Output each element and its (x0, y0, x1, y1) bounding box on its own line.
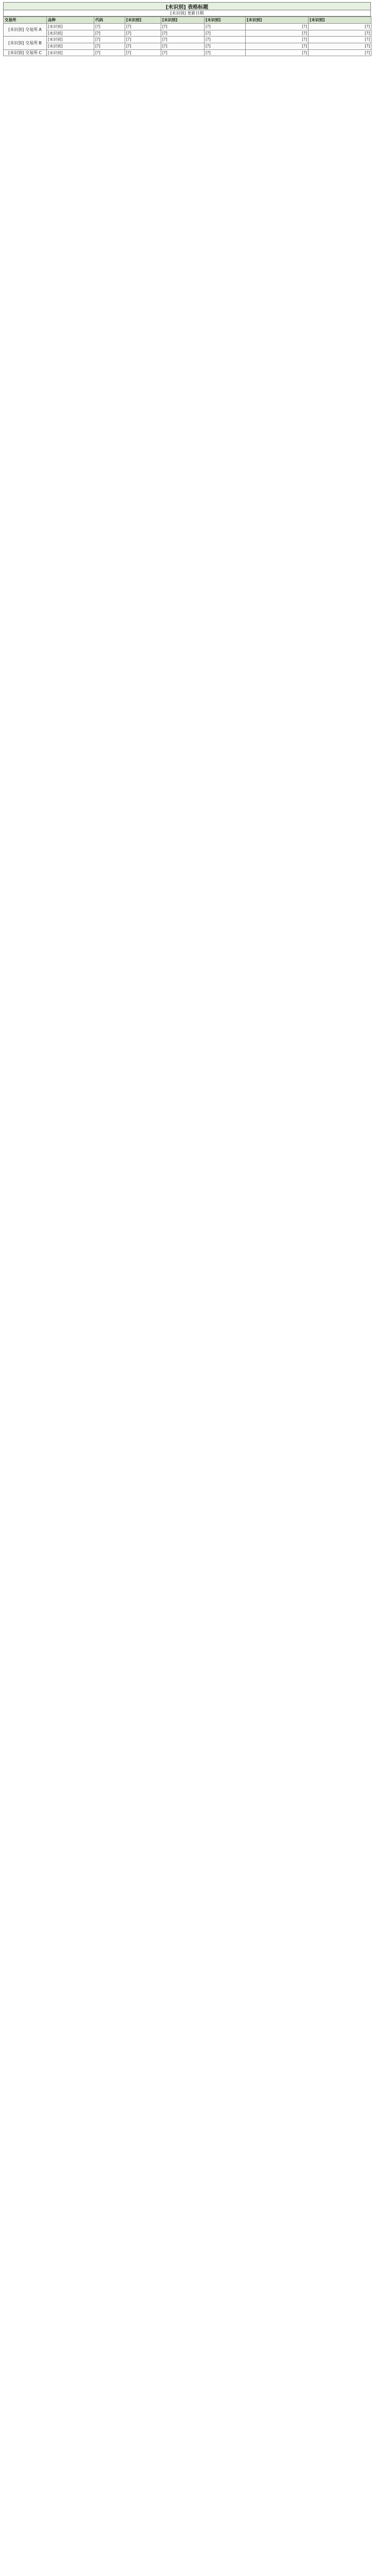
table-cell: [未识别] (47, 24, 94, 30)
table-cell: [?] (94, 37, 125, 43)
table-row (4, 24, 371, 30)
table-cell: [?] (205, 24, 246, 30)
table-cell: [?] (205, 37, 246, 43)
table-row (4, 37, 371, 43)
table-header-row (4, 17, 371, 24)
table-cell: [?] (125, 43, 161, 50)
table-row (4, 43, 371, 50)
table-cell: [?] (309, 43, 371, 50)
header-cell: [未识别] (161, 17, 205, 24)
header-cell: [未识别] (205, 17, 246, 24)
table-cell: [未识别] (47, 37, 94, 43)
margin-table (3, 16, 371, 56)
table-row (4, 49, 371, 56)
table-cell: [?] (205, 30, 246, 37)
table-cell: [?] (125, 24, 161, 30)
table-cell: [?] (161, 43, 205, 50)
table-cell: [?] (309, 24, 371, 30)
table-cell: [?] (94, 24, 125, 30)
table-cell: [?] (161, 24, 205, 30)
table-body (4, 24, 371, 56)
table-cell: [?] (125, 49, 161, 56)
table-cell: [?] (161, 30, 205, 37)
table-cell: [?] (161, 49, 205, 56)
table-cell: [?] (309, 49, 371, 56)
sheet-title: [未识别] 表格标题 (3, 2, 371, 10)
header-cell: [未识别] (125, 17, 161, 24)
table-cell: [?] (246, 30, 309, 37)
header-cell: 代码 (94, 17, 125, 24)
table-cell: [?] (125, 37, 161, 43)
table-cell: [?] (205, 43, 246, 50)
table-cell: [?] (94, 43, 125, 50)
table-row (4, 30, 371, 37)
table-cell: [?] (246, 37, 309, 43)
header-cell: [未识别] (246, 17, 309, 24)
table-cell: [?] (125, 30, 161, 37)
exchange-cell: [未识别] 交易所 B (4, 37, 47, 49)
table-cell: [未识别] (47, 30, 94, 37)
table-cell: [?] (205, 49, 246, 56)
table-cell: [?] (94, 30, 125, 37)
sheet-date: [未识别] 更新日期 (3, 10, 371, 16)
header-cell: 品种 (47, 17, 94, 24)
table-cell: [未识别] (47, 43, 94, 50)
table-cell: [?] (309, 37, 371, 43)
header-cell: [未识别] (309, 17, 371, 24)
table-cell: [?] (246, 49, 309, 56)
table-cell: [未识别] (47, 49, 94, 56)
table-cell: [?] (94, 49, 125, 56)
header-cell: 交易所 (4, 17, 47, 24)
table-cell: [?] (309, 30, 371, 37)
table-cell: [?] (161, 37, 205, 43)
exchange-cell: [未识别] 交易所 C (4, 49, 47, 56)
table-cell: [?] (246, 24, 309, 30)
exchange-cell: [未识别] 交易所 A (4, 24, 47, 37)
table-cell: [?] (246, 43, 309, 50)
